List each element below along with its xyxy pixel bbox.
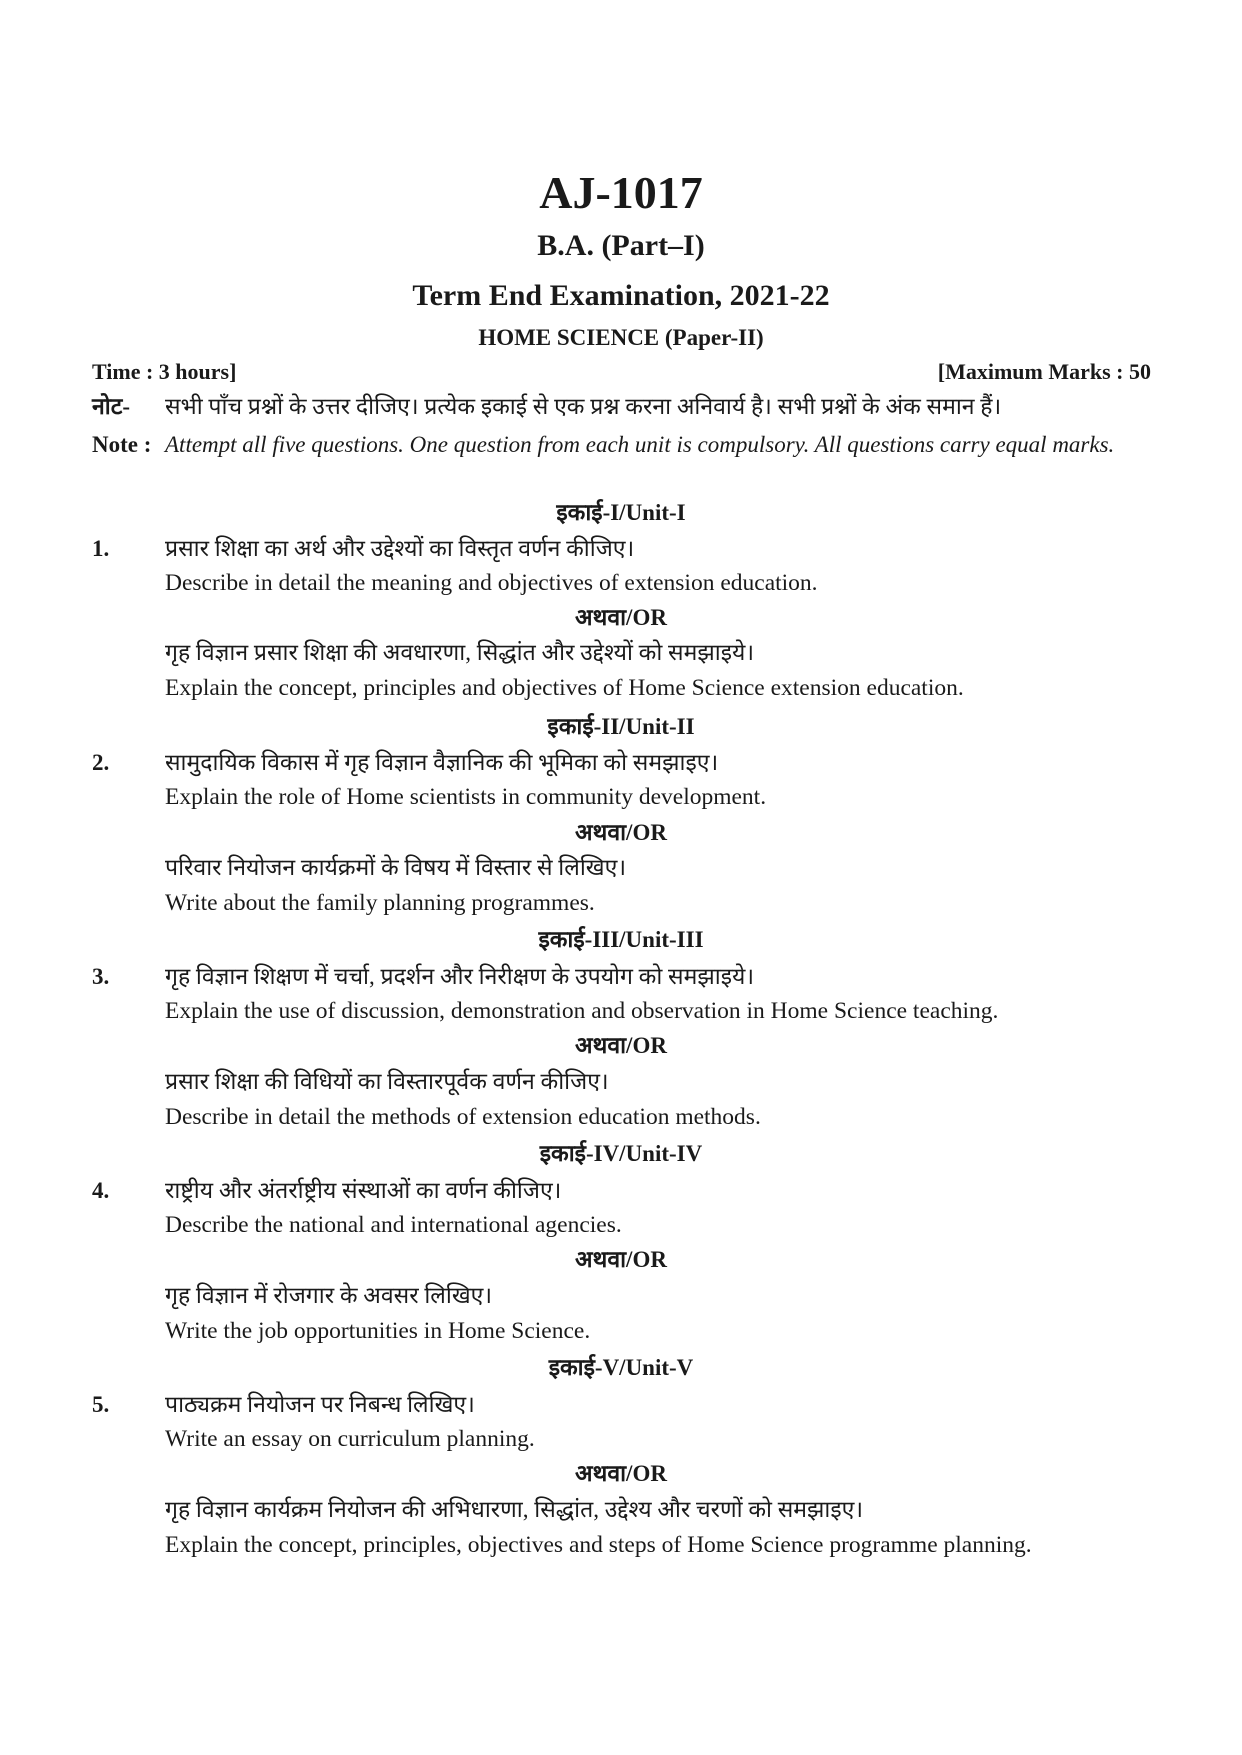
unit-heading: इकाई-II/Unit-II xyxy=(547,714,695,739)
paper-code: AJ-1017 xyxy=(539,167,703,218)
alternate-question-hindi: प्रसार शिक्षा की विधियों का विस्तारपूर्वक वर्णन कीजिए। xyxy=(165,1069,609,1094)
question-hindi: पाठ्यक्रम नियोजन पर निबन्ध लिखिए। xyxy=(165,1392,475,1417)
question-number: 3. xyxy=(92,964,110,989)
question-hindi: राष्ट्रीय और अंतर्राष्ट्रीय संस्थाओं का वर्णन कीजिए। xyxy=(165,1178,562,1203)
note-hindi-text: सभी पाँच प्रश्नों के उत्तर दीजिए। प्रत्येक इकाई से एक प्रश्न करना अनिवार्य है। सभी प्रश्नों के अंक समान हैं। xyxy=(165,394,1002,419)
question-number: 4. xyxy=(92,1178,110,1203)
alternate-question-english: Write about the family planning programmes. xyxy=(165,890,595,916)
question-english: Explain the role of Home scientists in community development. xyxy=(165,784,767,810)
or-separator: अथवा/OR xyxy=(575,1461,667,1486)
or-separator: अथवा/OR xyxy=(575,1033,667,1058)
or-separator: अथवा/OR xyxy=(575,1247,667,1272)
or-separator: अथवा/OR xyxy=(575,820,667,845)
paper-subject: HOME SCIENCE (Paper-II) xyxy=(478,325,764,350)
question-number: 5. xyxy=(92,1392,110,1417)
alternate-question-hindi: गृह विज्ञान प्रसार शिक्षा की अवधारणा, सिद्धांत और उद्देश्यों को समझाइये। xyxy=(165,640,755,665)
question-number: 2. xyxy=(92,750,110,775)
alternate-question-hindi: गृह विज्ञान कार्यक्रम नियोजन की अभिधारणा, सिद्धांत, उद्देश्य और चरणों को समझाइए। xyxy=(165,1497,864,1522)
alternate-question-english: Explain the concept, principles, objectives and steps of Home Science programme planning. xyxy=(165,1532,1032,1558)
alternate-question-hindi: परिवार नियोजन कार्यक्रमों के विषय में विस्तार से लिखिए। xyxy=(165,855,627,880)
unit-heading: इकाई-III/Unit-III xyxy=(538,927,704,952)
note-english-text: Attempt all five questions. One question from each unit is compulsory. All questions carry equal marks. xyxy=(165,432,1115,457)
or-separator: अथवा/OR xyxy=(575,605,667,630)
question-hindi: गृह विज्ञान शिक्षण में चर्चा, प्रदर्शन और निरीक्षण के उपयोग को समझाइये। xyxy=(165,964,755,989)
question-hindi: सामुदायिक विकास में गृह विज्ञान वैज्ञानिक की भूमिका को समझाइए। xyxy=(165,750,719,775)
note-english-label: Note : xyxy=(92,432,152,457)
alternate-question-english: Explain the concept, principles and objectives of Home Science extension education. xyxy=(165,675,964,701)
exam-title: Term End Examination, 2021-22 xyxy=(412,279,830,312)
time-allowed: Time : 3 hours] xyxy=(92,359,237,384)
course-title: B.A. (Part–I) xyxy=(537,229,705,262)
unit-heading: इकाई-V/Unit-V xyxy=(548,1355,694,1380)
alternate-question-hindi: गृह विज्ञान में रोजगार के अवसर लिखिए। xyxy=(165,1283,493,1308)
question-number: 1. xyxy=(92,536,110,561)
alternate-question-english: Write the job opportunities in Home Science. xyxy=(165,1318,591,1344)
question-english: Describe the national and international agencies. xyxy=(165,1212,622,1238)
maximum-marks: [Maximum Marks : 50 xyxy=(937,359,1151,384)
question-english: Write an essay on curriculum planning. xyxy=(165,1426,535,1452)
unit-heading: इकाई-IV/Unit-IV xyxy=(539,1141,703,1166)
question-hindi: प्रसार शिक्षा का अर्थ और उद्देश्यों का विस्तृत वर्णन कीजिए। xyxy=(165,536,635,561)
unit-heading: इकाई-I/Unit-I xyxy=(556,500,686,525)
question-english: Describe in detail the meaning and objectives of extension education. xyxy=(165,570,818,596)
question-english: Explain the use of discussion, demonstration and observation in Home Science teaching. xyxy=(165,998,999,1024)
alternate-question-english: Describe in detail the methods of extension education methods. xyxy=(165,1104,761,1130)
note-hindi-label: नोट- xyxy=(92,394,130,419)
